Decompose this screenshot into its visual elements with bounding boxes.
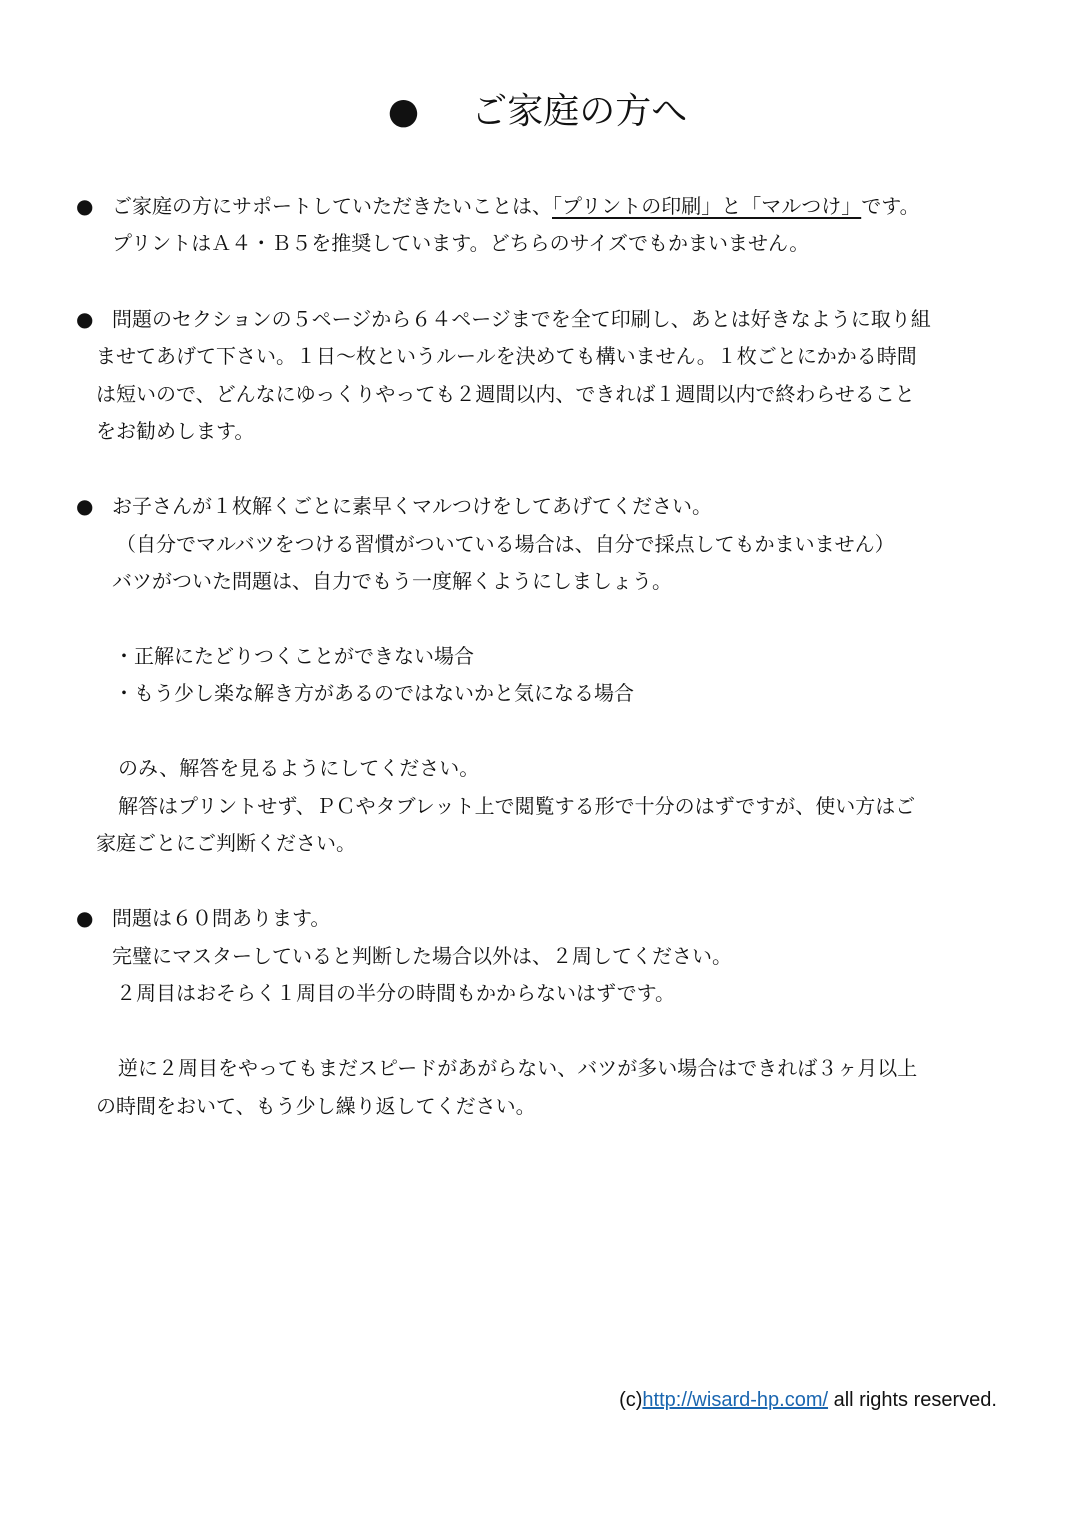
s2-line1: 問題のセクションの５ページから６４ページまでを全て印刷し、あとは好きなように取り組 — [112, 307, 931, 331]
copyright-prefix: (c) — [619, 1389, 643, 1411]
s4-line1: 問題は６０問あります。 — [112, 906, 331, 930]
s3-line1: お子さんが１枚解くごとに素早くマルつけをしてあげてください。 — [112, 494, 712, 518]
s2-line2: ませてあげて下さい。１日～枚というルールを決めても構いません。１枚ごとにかかる時間 — [96, 344, 917, 368]
s2-line3: は短いので、どんなにゆっくりやっても２週間以内、できれば１週間以内で終わらせること — [96, 382, 915, 406]
bullet-icon: ● — [76, 194, 94, 218]
s3-line6: のみ、解答を見るようにしてください。 — [118, 756, 480, 780]
title-text: ご家庭の方へ — [471, 91, 688, 132]
s1-line1-b: です。 — [861, 194, 920, 218]
s4-line5: の時間をおいて、もう少し繰り返してください。 — [96, 1094, 536, 1118]
s3-line7: 解答はプリントせず、ＰＣやタブレット上で閲覧する形で十分のはずですが、使い方はご — [118, 794, 916, 818]
s3-line4: ・正解にたどりつくことができない場合 — [114, 644, 474, 668]
copyright-suffix: all rights reserved. — [828, 1389, 997, 1411]
s1-line1-underlined: 「プリントの印刷」と「マルつけ」 — [552, 194, 862, 218]
page-title — [0, 88, 1075, 136]
copyright-footer — [619, 1386, 997, 1414]
bullet-icon: ● — [76, 494, 94, 518]
bullet-icon: ● — [76, 307, 94, 331]
bullet-icon: ● — [76, 906, 94, 930]
s2-line4: をお勧めします。 — [96, 419, 255, 443]
s1-line1-a: ご家庭の方にサポートしていただきたいことは、 — [112, 194, 552, 218]
title-bullet-icon: ● — [387, 91, 420, 132]
website-link[interactable]: http://wisard-hp.com/ — [642, 1389, 829, 1411]
s4-line4: 逆に２周目をやってもまだスピードがあがらない、バツが多い場合はできれば３ヶ月以上 — [118, 1056, 918, 1080]
s4-line2: 完璧にマスターしていると判断した場合以外は、２周してください。 — [112, 944, 732, 968]
s4-line3: ２周目はおそらく１周目の半分の時間もかからないはずです。 — [116, 981, 675, 1005]
s3-line2: （自分でマルバツをつける習慣がついている場合は、自分で採点してもかまいません） — [116, 532, 895, 556]
s1-line1 — [112, 192, 920, 220]
s1-line2: プリントはＡ４・Ｂ５を推奨しています。どちらのサイズでもかまいません。 — [112, 231, 810, 255]
s3-line3: バツがついた問題は、自力でもう一度解くようにしましょう。 — [112, 569, 672, 593]
s3-line5: ・もう少し楽な解き方があるのではないかと気になる場合 — [114, 681, 634, 705]
s3-line8: 家庭ごとにご判断ください。 — [96, 831, 356, 855]
